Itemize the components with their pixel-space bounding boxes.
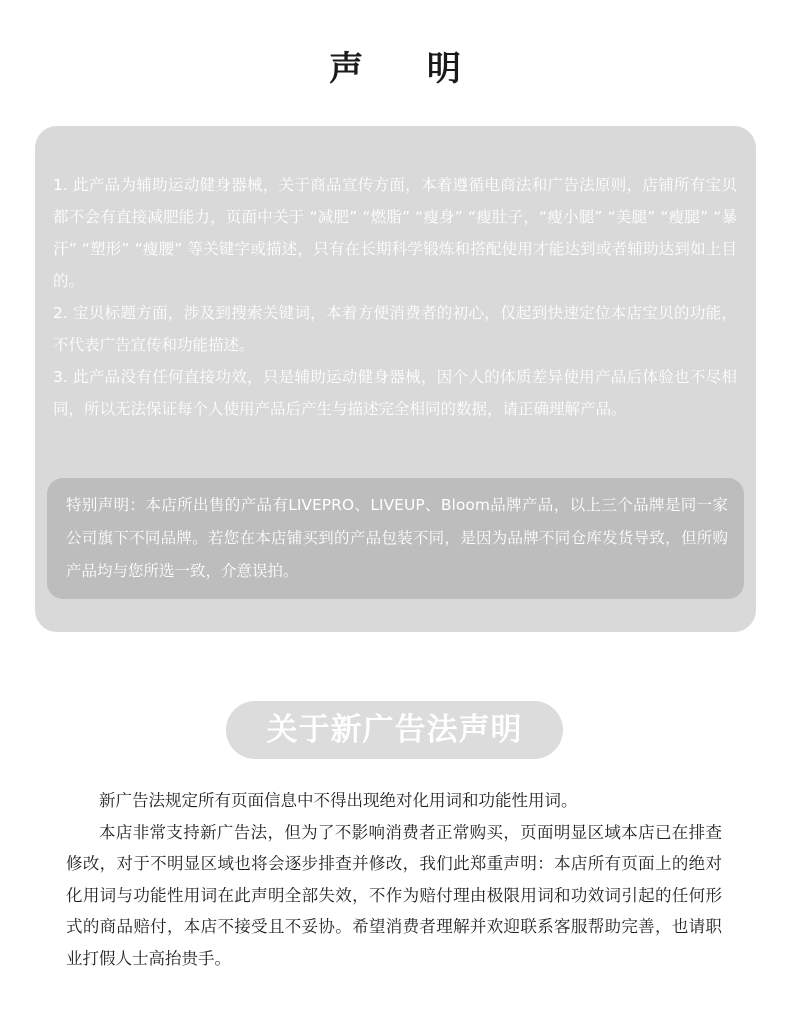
special-notice-text: 特别声明：本店所出售的产品有LIVEPRO、LIVEUP、Bloom品牌产品，以上三个品牌是同一家公司旗下不同品牌。若您在本店铺买到的产品包装不同，是因为品牌不同仓库发货导致，但所购产品均与您所选一致，介意误拍。 <box>66 496 728 580</box>
disclaimer-list <box>53 169 737 425</box>
disclaimer-item-3: 3. 此产品没有任何直接功效，只是辅助运动健身器械，因个人的体质差异使用产品后体验也不尽相同，所以无法保证每个人使用产品后产生与描述完全相同的数据，请正确理解产品。 <box>53 368 738 418</box>
ad-law-paragraph-2: 本店非常支持新广告法，但为了不影响消费者正常购买，页面明显区域本店已在排查修改，对于不明显区域也将会逐步排查并修改，我们此郑重声明：本店所有页面上的绝对化用词与功能性用词在此声明全部失效，不作为赔付理由极限用词和功效词引起的任何形式的商品赔付，本店不接受且不妥协。希望消费者理解并欢迎联系客服帮助完善，也请职业打假人士高抬贵手。 <box>66 822 722 968</box>
ad-law-heading: 关于新广告法声明 <box>226 701 563 759</box>
ad-law-body <box>66 785 722 974</box>
ad-law-paragraph-1: 新广告法规定所有页面信息中不得出现绝对化用词和功能性用词。 <box>99 791 578 810</box>
page-title: 声 明 <box>329 49 487 89</box>
disclaimer-item-1: 1. 此产品为辅助运动健身器械，关于商品宣传方面，本着遵循电商法和广告法原则，店铺所有宝贝都不会有直接减肥能力，页面中关于 “减肥” “燃脂” “瘦身” “瘦肚子，“瘦小腿” “美腿” “瘦腿” “暴汗” “塑形” “瘦腰” 等关键字或描述，只有在长期科学锻炼和搭配使用才能达到或者辅助达到如上目的。 <box>53 176 738 290</box>
disclaimer-item-2: 2. 宝贝标题方面，涉及到搜索关键词，本着方便消费者的初心，仅起到快速定位本店宝贝的功能，不代表广告宣传和功能描述。 <box>53 304 738 354</box>
